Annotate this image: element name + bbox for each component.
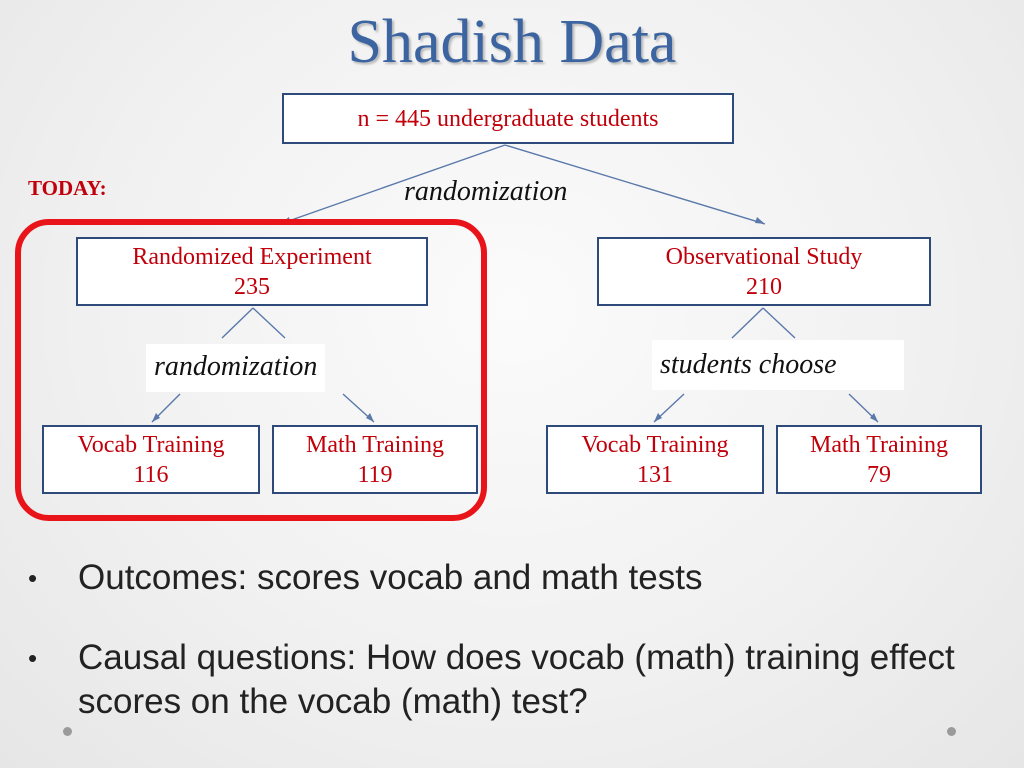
randomization-label-left: randomization bbox=[146, 344, 325, 392]
right-math-training-title: Math Training bbox=[809, 431, 949, 458]
randomized-experiment-count: 235 bbox=[234, 273, 270, 300]
right-vocab-training-count: 131 bbox=[637, 461, 673, 488]
bullet-text: Outcomes: scores vocab and math tests bbox=[78, 558, 703, 597]
today-label: TODAY: bbox=[28, 176, 107, 200]
arrowhead-right-vocab bbox=[654, 413, 662, 422]
right-vocab-training-box bbox=[546, 425, 764, 494]
randomized-experiment-box bbox=[76, 237, 428, 306]
arrowhead-right-math bbox=[870, 413, 878, 422]
corner-dot-left bbox=[63, 727, 72, 736]
root-text: n = 445 undergraduate students bbox=[357, 105, 659, 132]
bullet-dot: • bbox=[28, 563, 38, 593]
right-math-training-count: 79 bbox=[867, 461, 891, 488]
observational-study-title: Observational Study bbox=[665, 243, 863, 270]
observational-study-box bbox=[597, 237, 931, 306]
bullet-dot: • bbox=[28, 643, 38, 673]
randomization-label-top: randomization bbox=[404, 176, 568, 207]
arrowhead-right bbox=[755, 217, 765, 224]
right-vocab-training-title: Vocab Training bbox=[581, 431, 729, 458]
slide-title: Shadish Data bbox=[347, 8, 677, 76]
left-vocab-training-count: 116 bbox=[133, 461, 169, 488]
root-box bbox=[282, 93, 734, 144]
left-math-training-title: Math Training bbox=[305, 431, 445, 458]
left-math-training-count: 119 bbox=[357, 461, 393, 488]
left-math-training-box bbox=[272, 425, 478, 494]
observational-study-count: 210 bbox=[746, 273, 782, 300]
left-vocab-training-box bbox=[42, 425, 260, 494]
right-math-training-box bbox=[776, 425, 982, 494]
connector-right-split-a bbox=[732, 308, 763, 338]
bullet-text: Causal questions: How does vocab (math) training effect scores on the vocab (math) test? bbox=[78, 638, 955, 721]
corner-dot-right bbox=[947, 727, 956, 736]
connector-right-split-b bbox=[763, 308, 795, 338]
students-choose-label: students choose bbox=[652, 340, 904, 390]
left-vocab-training-title: Vocab Training bbox=[77, 431, 225, 458]
randomized-experiment-title: Randomized Experiment bbox=[132, 243, 372, 270]
